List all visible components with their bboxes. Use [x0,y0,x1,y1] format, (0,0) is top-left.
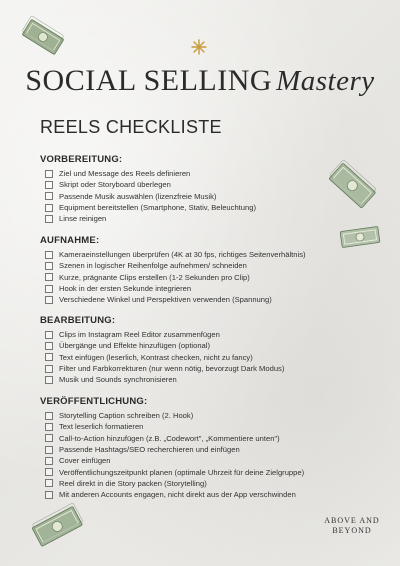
logo-line-2: BEYOND [332,526,372,535]
section-title: AUFNAHME: [40,235,100,246]
checklist-item [40,444,370,455]
money-bills-icon [28,503,86,549]
checkbox[interactable] [45,376,53,384]
checkbox[interactable] [45,479,53,487]
checklist-item-label: Übergänge und Effekte hinzufügen (optional) [59,341,210,351]
checklist-item-label: Kameraeinstellungen überprüfen (4K at 30 fps, richtiges Seitenverhältnis) [59,250,306,260]
checklist-item [40,283,370,294]
checkbox[interactable] [45,215,53,223]
checklist-item [40,374,370,385]
section-veroeffentlichung [40,396,370,500]
checklist-item-label: Hook in der ersten Sekunde integrieren [59,284,192,294]
checkbox[interactable] [45,251,53,259]
checklist-item [40,213,370,224]
section-title: VORBEREITUNG: [40,154,123,165]
logo-line-1: ABOVE AND [324,516,380,525]
checklist-item-label: Text einfügen (leserlich, Kontrast checken, nicht zu fancy) [59,352,253,362]
checklist-item-label: Passende Musik auswählen (lizenzfreie Musik) [59,191,217,201]
checkbox[interactable] [45,262,53,270]
checklist-item-label: Reel direkt in die Story packen (Storytelling) [59,478,207,488]
checklist-item-label: Clips im Instagram Reel Editor zusammenfügen [59,330,220,340]
checklist-item-label: Szenen in logischer Reihenfolge aufnehmen/ schneiden [59,261,247,271]
checklist-item [40,168,370,179]
checkbox[interactable] [45,353,53,361]
checklist-item-label: Storytelling Caption schreiben (2. Hook) [59,411,194,421]
title-main: SOCIAL SELLING [25,64,273,97]
checklist-item-label: Mit anderen Accounts engagen, nicht direkt aus der App verschwinden [59,490,296,500]
checklist-item-label: Musik und Sounds synchronisieren [59,375,177,385]
checkbox[interactable] [45,170,53,178]
brand-logo [322,516,382,536]
checkbox[interactable] [45,285,53,293]
section-title: VERÖFFENTLICHUNG: [40,396,148,407]
section-aufnahme [40,235,370,305]
checklist-item [40,179,370,190]
checklist-item [40,329,370,340]
checkbox[interactable] [45,273,53,281]
checklist-item-label: Verschiedene Winkel und Perspektiven verwenden (Spannung) [59,295,272,305]
section-bearbeitung [40,315,370,385]
checklist-item-label: Ziel und Message des Reels definieren [59,169,191,179]
checklist-item [40,249,370,260]
checkbox[interactable] [45,491,53,499]
checkbox[interactable] [45,468,53,476]
checklist-item-label: Text leserlich formatieren [59,422,144,432]
checklist-item [40,202,370,213]
checklist-item-label: Linse reinigen [59,214,107,224]
checklist-item [40,294,370,305]
checklist-item [40,363,370,374]
checkbox[interactable] [45,342,53,350]
checkbox[interactable] [45,331,53,339]
money-bills-icon [324,160,380,212]
checklist-item [40,260,370,271]
checklist-item [40,272,370,283]
money-bills-icon [338,222,382,252]
checklist-item-label: Kurze, prägnante Clips erstellen (1-2 Sekunden pro Clip) [59,272,250,282]
checkbox[interactable] [45,434,53,442]
checklist-item-label: Filter und Farbkorrekturen (nur wenn nötig, bevorzugt Dark Modus) [59,364,285,374]
money-bills-icon [18,16,68,58]
checkbox[interactable] [45,457,53,465]
checkbox[interactable] [45,412,53,420]
checklist-item [40,433,370,444]
checklist-item-label: Equipment bereitstellen (Smartphone, Stativ, Beleuchtung) [59,203,256,213]
checklist-item-label: Cover einfügen [59,456,111,466]
checkbox[interactable] [45,181,53,189]
sparkle-icon [191,39,207,55]
checkbox[interactable] [45,204,53,212]
checkbox[interactable] [45,423,53,431]
page-title [0,64,400,98]
checkbox[interactable] [45,365,53,373]
checklist-item [40,421,370,432]
checkbox[interactable] [45,446,53,454]
section-vorbereitung [40,154,370,224]
title-script: Mastery [276,65,375,97]
checklist-item [40,489,370,500]
checklist-item [40,455,370,466]
checklist-item [40,352,370,363]
checklist-item [40,340,370,351]
checkbox[interactable] [45,296,53,304]
checklist-item-label: Veröffentlichungszeitpunkt planen (optimale Uhrzeit für deine Zielgruppe) [59,467,305,477]
page-subtitle: REELS CHECKLISTE [40,117,222,137]
checklist-item-label: Call-to-Action hinzufügen (z.B. „Codewort", „Kommentiere unten") [59,433,280,443]
checklist-item [40,478,370,489]
checklist-item-label: Skript oder Storyboard überlegen [59,180,171,190]
checklist-item [40,191,370,202]
checklist-item [40,466,370,477]
section-title: BEARBEITUNG: [40,315,116,326]
checklist-item [40,410,370,421]
checklist-item-label: Passende Hashtags/SEO recherchieren und einfügen [59,445,240,455]
checkbox[interactable] [45,192,53,200]
